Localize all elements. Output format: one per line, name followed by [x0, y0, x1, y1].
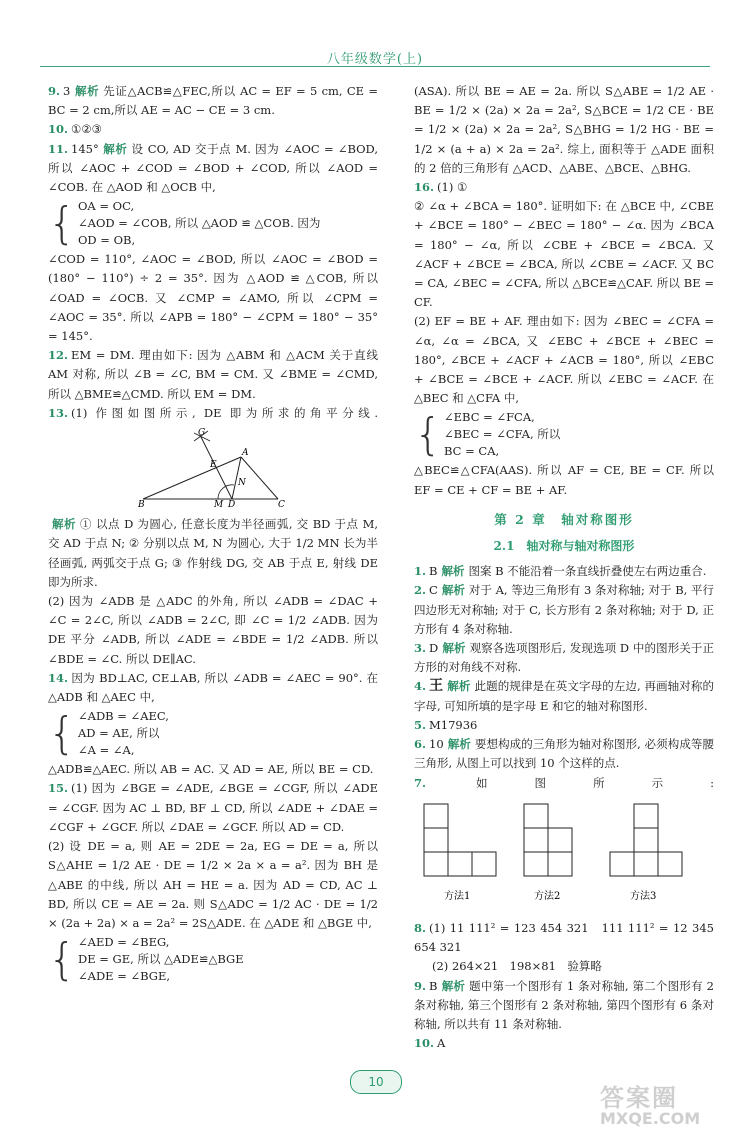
analysis-label: 解析 [447, 679, 471, 694]
answer-10 [414, 1034, 714, 1053]
header-divider [40, 66, 710, 67]
segment-ac [241, 457, 278, 499]
answer-q15 [48, 779, 378, 985]
answer-q16 [414, 178, 714, 500]
analysis-text: 先证△ACB≌△FEC,所以 AC = EF = 5 cm, CE = BC = 2 cm,所以 AE = AC − CE = 3 cm. [48, 84, 378, 118]
question-number: 6. [414, 737, 427, 752]
label-n: N [238, 478, 246, 489]
page-header [0, 0, 750, 70]
brace-system [414, 409, 714, 460]
angle-bisector-figure [138, 427, 298, 507]
answer-text: (1) 作图如图所示, DE 即为所求的角平分线. [71, 405, 378, 420]
brace-line: ∠BEC = ∠CFA, 所以 [444, 427, 561, 442]
analysis-label: 解析 [441, 583, 465, 598]
question-number: 16. [414, 180, 435, 195]
answer-8 [414, 919, 714, 977]
left-column [48, 82, 378, 986]
answer-7 [414, 774, 714, 919]
answer-3 [414, 639, 714, 677]
question-number: 2. [414, 583, 427, 598]
question-number: 14. [48, 670, 69, 685]
brace-line: ∠AOD = ∠COB, 所以 △AOD ≌ △COB. 因为 [78, 216, 321, 231]
right-column [414, 82, 714, 1053]
answer-text: EM = DM. 理由如下: 因为 △ABM 和 △ACM 关于直线 AM 对称, 所以 ∠B = ∠C, BM = CM. 又 ∠BME = ∠CMD, 所以 △BME≌△CMD. 所以 EM = DM. [48, 348, 378, 401]
brace-glyph: { [48, 707, 76, 759]
method-3-grid [610, 804, 682, 876]
answer-text: 因为 BD⊥AC, CE⊥AB, 所以 ∠ADB = ∠AEC = 90°. 在 △ADB 和 △AEC 中, [48, 670, 378, 705]
question-number: 10. [48, 122, 69, 137]
answer-q14 [48, 669, 378, 780]
brace-line: ∠EBC = ∠FCA, [444, 410, 535, 425]
answer-value: B [429, 564, 438, 579]
question-number: 13. [48, 405, 69, 420]
analysis-text: 观察各选项图形后, 发现选项 D 中的图形关于正方形的对角线不对称. [414, 641, 715, 675]
answer-q10 [48, 120, 378, 139]
answer-text-part4: △BEC≌△CFA(AAS). 所以 AF = CE, BE = CF. 所以 EF = CE + CF = BE + AF. [414, 463, 714, 497]
answer-value: A [437, 1036, 446, 1051]
label-b: B [138, 500, 145, 508]
question-number: 4. [414, 679, 427, 694]
method-1-grid [424, 804, 496, 876]
answer-value: 145° [71, 141, 99, 156]
analysis-text: 题中第一个图形有 1 条对称轴, 第二个图形有 2 条对称轴, 第三个图形有 2 条对称轴, 第四个图形有 6 条对称轴, 所以共有 11 条对称轴. [414, 978, 715, 1031]
analysis-text: 设 CO, AD 交于点 M. 因为 ∠AOC = ∠BOD, 所以 ∠AOC + ∠COD = ∠BOD + ∠COD, 所以 ∠AOD = ∠COB. 在 △AOD 和 △OCB 中, [48, 141, 379, 195]
method-2-label: 方法2 [534, 890, 561, 902]
label-c: C [278, 500, 285, 508]
answer-text: △ADB≌△AEC. 所以 AB = AC. 又 AD = AE, 所以 BE = CD. [48, 762, 374, 777]
brace-system [48, 198, 378, 249]
watermark-url: MXQE.COM [600, 1109, 701, 1128]
answer-text: (1) 因为 ∠BGE = ∠ADE, ∠BGE = ∠CGF, 所以 ∠ADE = ∠CGF. 因为 AC ⊥ BD, BF ⊥ CD, 所以 ∠ADE + ∠DAE = ∠CGF + ∠GCF. 所以 ∠DAE = ∠GCF. 所以 AD = CD. [48, 781, 378, 834]
answer-1 [414, 562, 714, 581]
analysis-text: ∠COD = 110°, ∠AOC = ∠BOD, 所以 ∠AOC = ∠BOD = (180° − 110°) ÷ 2 = 35°. 因为 △AOD ≌ △COB, 所以 ∠OAD = ∠OCB. 又 ∠CMP = ∠AMO, 所以 ∠CPM = ∠AOC = 35°. 所以 ∠APB = 180° − ∠CPM = 180° − 35° = 145°. [48, 252, 378, 344]
answer-text-part3: (2) EF = BE + AF. 理由如下: 因为 ∠BEC = ∠CFA = ∠α, ∠α = ∠BCA, 又 ∠EBC + ∠BCE + ∠BEC = 180°, ∠BCE + ∠ACF + ∠ACB = 180°, 所以 ∠EBC + ∠BCE = ∠BCE + ∠ACF. 所以 ∠EBC = ∠ACF. 在 △BEC 和 △CFA 中, [414, 314, 714, 406]
question-number: 11. [48, 141, 69, 156]
brace-system [48, 708, 378, 759]
method-3-label: 方法3 [630, 890, 657, 902]
brace-line: ∠A = ∠A, [78, 743, 135, 758]
analysis-label: 解析 [102, 141, 128, 156]
answer-text-part2: (2) 设 DE = a, 则 AE = 2DE = 2a, EG = DE = a, 所以 S△AHE = 1/2 AE · DE = 1/2 × 2a × a = a². 因为 BH 是 △ABE 的中线, 所以 AH = HE = a. 因为 AD = CD, AC ⊥ BD, 所以 CE = AE = 2a. 则 S△ADC = 1/2 AC · DE = 1/2 × (2a + 2a) × a = 2a² = 2S△ADE. 在 △ADE 和 △BGE 中, [48, 839, 378, 930]
label-m: M [214, 500, 224, 508]
answer-4 [414, 677, 714, 715]
answer-value: 3 [63, 84, 71, 98]
brace-line: BC = CA, [444, 444, 500, 459]
analysis-label: 解析 [441, 564, 465, 579]
answer-value: C [429, 583, 438, 598]
brace-line: OA = OC, [78, 199, 135, 214]
watermark [600, 1078, 740, 1128]
question-number: 9. [414, 978, 427, 993]
question-number: 7. [414, 775, 427, 790]
answer-text-line2: (2) 264×21 198×81 验算略 [432, 959, 602, 974]
analysis-label: 解析 [74, 84, 100, 98]
answer-value: D [429, 641, 439, 656]
grid-methods-figure [414, 799, 714, 909]
analysis-text: 图案 B 不能沿着一条直线折叠使左右两边重合. [468, 564, 707, 579]
answer-text-part2: ② ∠α + ∠BCA = 180°. 证明如下: 在 △BCE 中, ∠CBE + ∠BCE = 180° − ∠BEC = 180° − ∠α. 因为 ∠BCA = 180° − ∠α, 所以 ∠CBE + ∠BCE = ∠BCA. 又 ∠ACF + ∠BCE = ∠BCA, 所以 ∠CBE = ∠ACF. 又 BC = CA, ∠BEC = ∠CFA, 所以 △BCE≌△CAF. 所以 BE = CF. [414, 199, 714, 310]
method-2-grid [524, 804, 572, 876]
brace-glyph: { [414, 408, 442, 460]
answer-value: B [429, 978, 438, 993]
brace-line: ∠AED = ∠BEG, [78, 935, 170, 950]
answer-6 [414, 735, 714, 773]
answer-text: (1) 11 111² = 123 454 321 111 111² = 12 345 654 321 [414, 920, 714, 955]
analysis-label: 解析 [447, 737, 471, 752]
answer-q12 [48, 346, 378, 404]
analysis-text: 要想构成的三角形为轴对称图形, 必须构成等腰三角形, 从图上可以找到 10 个这样的点. [414, 737, 714, 771]
answer-value: 王 [429, 678, 444, 695]
question-number: 1. [414, 564, 427, 579]
section-title: 2.1 轴对称与轴对称图形 [493, 539, 635, 554]
segment-ba [143, 457, 241, 499]
label-e: E [210, 460, 217, 471]
analysis-label: 解析 [52, 517, 76, 532]
chapter-title: 第 2 章 轴对称图形 [494, 511, 634, 527]
answer-q15-continued: (ASA). 所以 BE = AE = 2a. 所以 S△ABE = 1/2 AE · BE = 1/2 × (2a) × 2a = 2a², S△BCE = 1/2 CE · BE = 1/2 × (2a) × 2a = 2a², S△BHG = 1/2 HG · BE = 1/2 × (a + a) × 2a = 2a². 综上, 面积等于 △ADE 面积的 2 倍的三角形有 △ACD、△ABE、△BCE、△BHG. [414, 84, 714, 175]
answer-2 [414, 581, 714, 639]
brace-glyph: { [48, 197, 76, 249]
analysis-text: 对于 A, 等边三角形有 3 条对称轴; 对于 B, 平行四边形无对称轴; 对于 C, 长方形有 2 条对称轴; 对于 D, 正方形有 4 条对称轴. [414, 583, 714, 636]
label-a: A [242, 448, 249, 459]
analysis-label: 解析 [441, 978, 466, 993]
answer-value: M17936 [429, 717, 478, 732]
analysis-label: 解析 [442, 641, 466, 656]
question-number: 12. [48, 348, 69, 363]
analysis-text: ① 以点 D 为圆心, 任意长度为半径画弧, 交 BD 于点 M, 交 AD 于点 N; ② 分别以点 M, N 为圆心, 大于 1/2 MN 长为半径画弧, 两弧交于点 G; ③ 作射线 DG, 交 AB 于点 E, 射线 DE 即为所求. [48, 517, 378, 589]
brace-glyph: { [48, 933, 76, 985]
analysis-text-part2: (2) 因为 ∠ADB 是 △ADC 的外角, 所以 ∠ADB = ∠DAC + ∠C = 2∠C, 所以 ∠ADB = 2∠C, 即 ∠C = 1/2 ∠ADB. 因为 DE 平分 ∠ADB, 所以 ∠ADE = ∠BDE = 1/2 ∠ADB. 所以 ∠BDE = ∠C. 所以 DE∥AC. [48, 594, 378, 666]
answer-5 [414, 716, 714, 735]
question-number: 8. [414, 920, 427, 935]
question-number: 9. [48, 84, 61, 98]
question-number: 15. [48, 781, 69, 796]
brace-system [48, 934, 378, 985]
watermark-logo: 答案圈 [600, 1084, 678, 1112]
question-number: 3. [414, 641, 427, 656]
answer-text: (1) ① [437, 180, 468, 195]
answer-value: 10 [429, 737, 444, 752]
brace-line: DE = GE, 所以 △ADE≌△BGE [78, 952, 244, 967]
answer-9 [414, 977, 714, 1035]
analysis-text: 此题的规律是在英文字母的左边, 再画轴对称的字母, 可知所填的是字母 E 和它的轴对称图形. [414, 679, 715, 713]
brace-line: ∠ADB = ∠AEC, [78, 709, 169, 724]
method-1-label: 方法1 [444, 890, 471, 902]
header-title: 八年级数学(上) [326, 52, 424, 67]
question-number: 5. [414, 717, 427, 732]
answer-q11 [48, 140, 378, 347]
brace-line: AD = AE, 所以 [78, 726, 160, 741]
brace-line: OD = OB, [78, 233, 136, 248]
question-number: 10. [414, 1036, 435, 1051]
answer-text: 如图所示: [429, 775, 714, 790]
brace-line: ∠ADE = ∠BGE, [78, 969, 171, 984]
label-g: G [198, 428, 206, 439]
answer-value: ①②③ [71, 122, 102, 137]
page-number: 10 [350, 1070, 402, 1094]
answer-q9 [48, 82, 378, 120]
label-d: D [228, 500, 236, 508]
answer-q13 [48, 404, 378, 669]
